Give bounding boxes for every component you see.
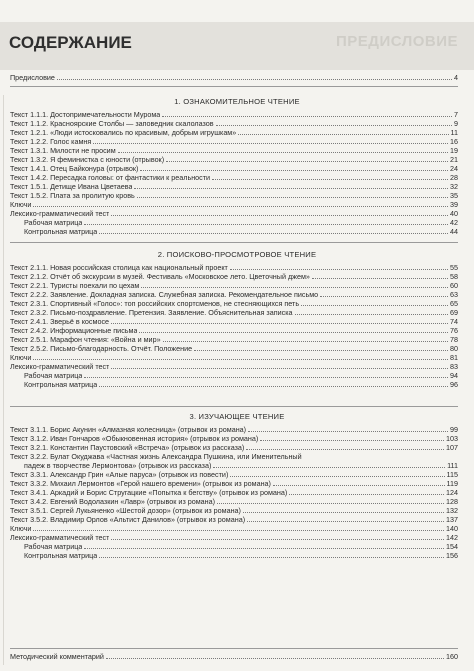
toc-entry[interactable] (24, 551, 458, 560)
toc-entry-page: 78 (450, 335, 458, 344)
toc-entry[interactable] (10, 497, 458, 506)
toc-entry[interactable] (10, 362, 458, 371)
toc-entry-label: Контрольная матрица (24, 227, 98, 236)
dot-leader (163, 341, 448, 342)
toc-entry[interactable] (10, 173, 458, 182)
toc-entry-page: 156 (446, 551, 458, 560)
toc-entry-page: 24 (450, 164, 458, 173)
toc-entry-label: Текст 1.3.1. Милости не просим (10, 146, 116, 155)
divider (10, 406, 458, 407)
toc-entry-label: Текст 3.4.2. Евгений Водолазкин «Лавр» (отрывок из романа) (10, 497, 216, 506)
toc-entry-page: 40 (450, 209, 458, 218)
toc-entry-page: 42 (450, 218, 458, 227)
toc-entry[interactable] (10, 128, 458, 137)
toc-entry-label: Ключи (10, 200, 32, 209)
toc-entry-page: 83 (450, 362, 458, 371)
toc-entry-label: Текст 3.2.1. Константин Паустовский «Встреча» (отрывок из рассказа) (10, 443, 245, 452)
toc-entry-page: 55 (450, 263, 458, 272)
toc-entry-label: Текст 3.5.1. Сергей Лукьяненко «Шестой дозор» (отрывок из романа) (10, 506, 241, 515)
toc-entry[interactable] (24, 380, 458, 389)
toc-entry-label: Контрольная матрица (24, 551, 98, 560)
page-edge (3, 95, 4, 665)
toc-entry-page: 39 (450, 200, 458, 209)
section-title: 1. ОЗНАКОМИТЕЛЬНОЕ ЧТЕНИЕ (174, 97, 300, 106)
toc-entry[interactable] (10, 308, 458, 317)
divider (10, 86, 458, 87)
toc-entry-label: Предисловие (10, 73, 55, 82)
dot-leader (212, 179, 448, 180)
toc-entry[interactable] (10, 425, 458, 434)
toc-entry-page: 21 (450, 155, 458, 164)
dot-leader (217, 503, 444, 504)
toc-entry-label: Текст 2.1.1. Новая российская столица как национальный проект (10, 263, 228, 272)
ghost-heading: ПРЕДИСЛОВИЕ (336, 33, 459, 50)
dot-leader (247, 521, 444, 522)
toc-entry-page: 94 (450, 371, 458, 380)
toc-entry[interactable] (10, 335, 458, 344)
toc-entry-label: Текст 2.2.1. Туристы поехали по цехам (10, 281, 140, 290)
toc-entry[interactable] (10, 119, 458, 128)
dot-leader (166, 161, 448, 162)
toc-entry-page: 96 (450, 380, 458, 389)
toc-entry[interactable] (10, 164, 458, 173)
toc-entry-label: Лексико-грамматический тест (10, 362, 110, 371)
dot-leader (301, 305, 448, 306)
dot-leader (99, 557, 444, 558)
dot-leader (57, 79, 452, 80)
dot-leader (248, 431, 448, 432)
toc-entry-label: Текст 2.3.2. Письмо-поздравление. Претензия. Заявление. Объяснительная записка (10, 308, 293, 317)
toc-entry-page: 69 (450, 308, 458, 317)
toc-entry-page: 44 (450, 227, 458, 236)
dot-leader (289, 494, 444, 495)
toc-entry-page: 16 (450, 137, 458, 146)
toc-entry[interactable] (10, 326, 458, 335)
toc-entry-label: Текст 2.5.1. Марафон чтения: «Война и мир» (10, 335, 161, 344)
toc-entry-page: 81 (450, 353, 458, 362)
toc-entry[interactable] (24, 227, 458, 236)
toc-entry-label: Текст 2.1.2. Отчёт об экскурсии в музей. Фестиваль «Московское лето. Цветочный джем» (10, 272, 310, 281)
dot-leader (230, 476, 444, 477)
dot-leader (295, 314, 448, 315)
toc-entry-label: Текст 1.5.1. Детище Ивана Цветаева (10, 182, 133, 191)
toc-entry[interactable] (10, 155, 458, 164)
dot-leader (106, 658, 444, 659)
toc-entry-commentary[interactable] (10, 652, 458, 661)
dot-leader (33, 530, 444, 531)
dot-leader (137, 197, 448, 198)
toc-entry-page: 160 (446, 652, 458, 661)
toc-entry-page: 9 (454, 119, 458, 128)
toc-entry[interactable] (10, 317, 458, 326)
dot-leader (216, 125, 452, 126)
toc-entry[interactable] (10, 146, 458, 155)
toc-entry-label: Текст 3.3.1. Александр Грин «Алые паруса» (отрывок из повести) (10, 470, 229, 479)
toc-entry-page: 124 (446, 488, 458, 497)
toc-entry-label: Текст 1.3.2. Я феминистка с юности (отрывок) (10, 155, 165, 164)
toc-entry-page: 4 (454, 73, 458, 82)
dot-leader (162, 116, 452, 117)
toc-entry-page: 63 (450, 290, 458, 299)
toc-entry[interactable] (10, 299, 458, 308)
dot-leader (213, 467, 445, 468)
dot-leader (111, 368, 448, 369)
toc-entry[interactable] (10, 182, 458, 191)
dot-leader (93, 143, 448, 144)
toc-entry-page: 28 (450, 173, 458, 182)
toc-entry-page: 142 (446, 533, 458, 542)
toc-entry-page: 99 (450, 425, 458, 434)
toc-entry[interactable] (10, 110, 458, 119)
toc-entry[interactable] (10, 344, 458, 353)
toc-entry[interactable] (10, 443, 458, 452)
toc-entry-page: 137 (446, 515, 458, 524)
toc-entry-label: Текст 1.1.2. Красноярские Столбы — заповедник скалолазов (10, 119, 214, 128)
toc-entry[interactable] (10, 515, 458, 524)
toc-entry-page: 107 (446, 443, 458, 452)
toc-entry[interactable] (10, 191, 458, 200)
toc-entry-page: 115 (446, 470, 458, 479)
toc-entry[interactable] (10, 452, 458, 461)
toc-entry[interactable] (10, 200, 458, 209)
toc-entry-page: 80 (450, 344, 458, 353)
toc-entry-page: 19 (450, 146, 458, 155)
toc-entry-page: 154 (446, 542, 458, 551)
dot-leader (243, 512, 444, 513)
toc-entry-page: 76 (450, 326, 458, 335)
section-title: 3. ИЗУЧАЮЩЕЕ ЧТЕНИЕ (189, 412, 285, 421)
toc-entry-page: 119 (446, 479, 458, 488)
dot-leader (139, 332, 448, 333)
toc-entry-label: Ключи (10, 524, 32, 533)
toc-entry-label: падеж в творчестве Лермонтова» (отрывок из рассказа) (24, 461, 212, 470)
toc-entry-page: 128 (446, 497, 458, 506)
divider (10, 242, 458, 243)
toc-entry-label: Текст 2.4.1. Зверьё в космосе (10, 317, 110, 326)
toc-entry[interactable] (10, 353, 458, 362)
dot-leader (140, 170, 448, 171)
toc-entry[interactable] (24, 218, 458, 227)
dot-leader (33, 359, 448, 360)
toc-entry[interactable] (10, 470, 458, 479)
section-title: 2. ПОИСКОВО-ПРОСМОТРОВОЕ ЧТЕНИЕ (157, 250, 317, 259)
toc-entry-label: Текст 2.5.2. Письмо-благодарность. Отчёт. Положение (10, 344, 193, 353)
dot-leader (312, 278, 448, 279)
toc-entry-label: Контрольная матрица (24, 380, 98, 389)
toc-entry-label: Методический комментарий (10, 652, 104, 661)
toc-entry[interactable] (24, 542, 458, 551)
dot-leader (134, 188, 448, 189)
dot-leader (246, 449, 444, 450)
toc-entry-page: 140 (446, 524, 458, 533)
toc-entry-page: 35 (450, 191, 458, 200)
toc-entry[interactable] (24, 371, 458, 380)
toc-entry[interactable] (10, 506, 458, 515)
dot-leader (33, 206, 448, 207)
toc-entry-page: 11 (450, 128, 458, 137)
toc-entry-label: Текст 2.2.2. Заявление. Докладная записка. Служебная записка. Рекомендательное письмо (10, 290, 319, 299)
toc-entry-page: 103 (446, 434, 458, 443)
divider (10, 648, 458, 649)
toc-entry-label: Текст 2.4.2. Информационные письма (10, 326, 138, 335)
toc-entry-label: Текст 1.4.2. Пересадка головы: от фантастики к реальности (10, 173, 211, 182)
toc-entry-label: Текст 3.1.1. Борис Акунин «Алмазная колесница» (отрывок из романа) (10, 425, 247, 434)
toc-entry-page: 60 (450, 281, 458, 290)
toc-entry[interactable] (10, 272, 458, 281)
toc-entry-page: 58 (450, 272, 458, 281)
toc-entry-page: 32 (450, 182, 458, 191)
dot-leader (260, 440, 444, 441)
toc-entry[interactable] (10, 290, 458, 299)
dot-leader (84, 377, 448, 378)
toc-entry[interactable] (10, 263, 458, 272)
toc-entry-label: Лексико-грамматический тест (10, 209, 110, 218)
dot-leader (84, 224, 448, 225)
toc-entry[interactable] (10, 479, 458, 488)
toc-entry-label: Рабочая матрица (24, 542, 83, 551)
toc-entry-preface[interactable] (10, 73, 458, 82)
toc-entry-label: Лексико-грамматический тест (10, 533, 110, 542)
toc-entry[interactable] (10, 281, 458, 290)
toc-entry[interactable] (10, 488, 458, 497)
dot-leader (99, 386, 448, 387)
toc-entry-label: Ключи (10, 353, 32, 362)
toc-entry-label: Текст 1.1.1. Достопримечательности Мурома (10, 110, 161, 119)
toc-entry-label: Текст 3.2.2. Булат Окуджава «Частная жизнь Александра Пушкина, или Именительный (10, 452, 302, 461)
toc-entry-page: 111 (447, 461, 458, 470)
dot-leader (194, 350, 448, 351)
toc-entry-label: Текст 3.1.2. Иван Гончаров «Обыкновенная история» (отрывок из романа) (10, 434, 259, 443)
dot-leader (320, 296, 448, 297)
dot-leader (99, 233, 448, 234)
dot-leader (238, 134, 448, 135)
toc-entry-label: Текст 1.5.2. Плата за пролитую кровь (10, 191, 135, 200)
toc-entry-label: Текст 3.3.2. Михаил Лермонтов «Герой нашего времени» (отрывок из романа) (10, 479, 271, 488)
dot-leader (84, 548, 444, 549)
toc-entry-label: Текст 1.2.2. Голос камня (10, 137, 92, 146)
dot-leader (111, 323, 448, 324)
toc-entry-label: Текст 3.4.1. Аркадий и Борис Стругацкие «Попытка к бегству» (отрывок из романа) (10, 488, 288, 497)
toc-entry-page: 74 (450, 317, 458, 326)
toc-entry-label: Текст 1.2.1. «Люди истосковались по красивым, добрым игрушкам» (10, 128, 237, 137)
toc-entry-label: Текст 2.3.1. Спортивный «Голос»: топ российских спортсменов, не стесняющихся петь (10, 299, 300, 308)
toc-entry[interactable] (10, 137, 458, 146)
dot-leader (111, 215, 448, 216)
toc-entry[interactable] (10, 434, 458, 443)
toc-entry-continuation[interactable] (24, 461, 458, 470)
dot-leader (273, 485, 445, 486)
page-title: СОДЕРЖАНИЕ (9, 33, 132, 52)
toc-entry-label: Текст 1.4.1. Отец Байконура (отрывок) (10, 164, 139, 173)
dot-leader (230, 269, 448, 270)
dot-leader (141, 287, 448, 288)
toc-entry-label: Текст 3.5.2. Владимир Орлов «Альтист Данилов» (отрывок из романа) (10, 515, 246, 524)
toc-entry-label: Рабочая матрица (24, 371, 83, 380)
toc-entry-label: Рабочая матрица (24, 218, 83, 227)
toc-entry[interactable] (10, 209, 458, 218)
toc-entry[interactable] (10, 524, 458, 533)
toc-entry[interactable] (10, 533, 458, 542)
toc-entry-page: 65 (450, 299, 458, 308)
dot-leader (111, 539, 444, 540)
toc-entry-page: 132 (446, 506, 458, 515)
dot-leader (118, 152, 448, 153)
toc-entry-page: 7 (454, 110, 458, 119)
